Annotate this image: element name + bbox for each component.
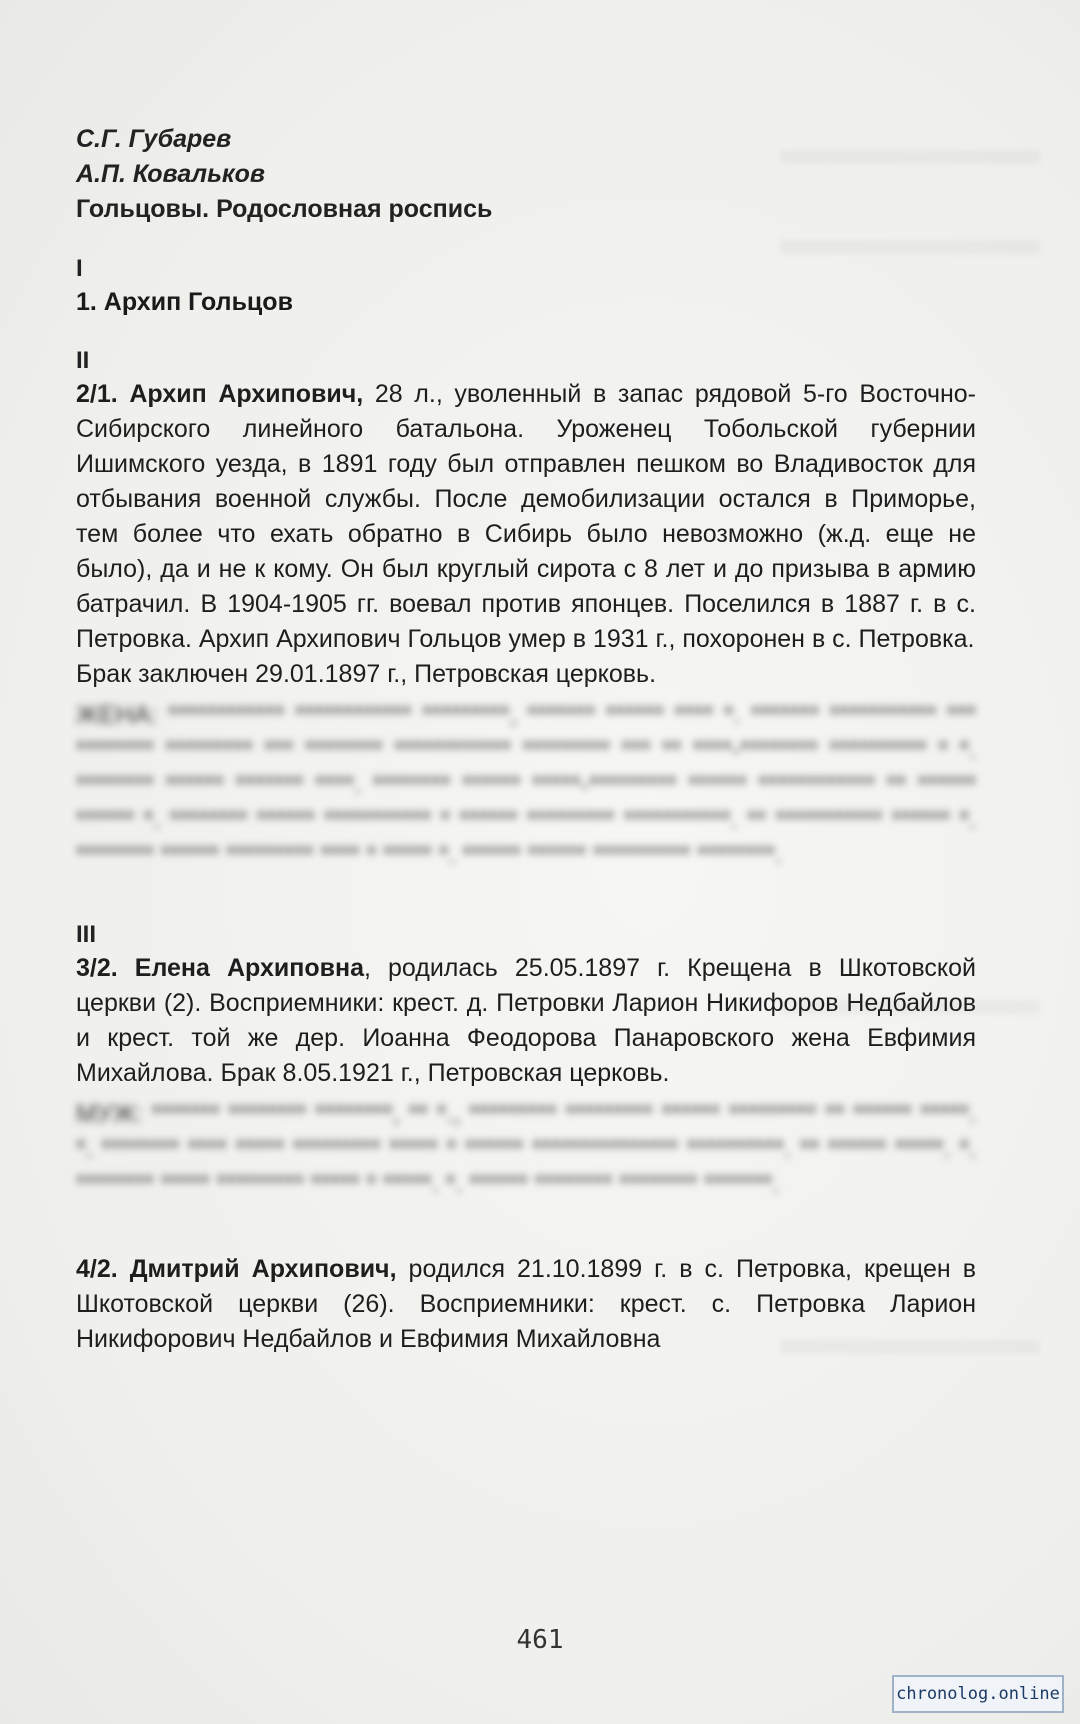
redacted-paragraph: ЖЕНА: ************ ************ *********, ******* ****** **** *. ******* *********** *** ******** ********* *** ******** ************ ********* *** ** ****-******** ********** * *. ******** ****** ******* ****. ******** ****** *****-********* ****** ************ ** ****** ****** *. ******** ****** *********** * ****** ********* ***********. ** *********** ****** *. ******** ****** ********* **** * ***** *. ****** ****** ********** ********. <box>76 701 976 869</box>
entry-text: 28 л., уволенный в запас рядовой 5-го Восточно-Сибирского линейного батальона. Уроженец Тобольской губернии Ишимского уезда, в 1891 году был отправлен пешком во Владивосток для отбывания военной службы. После демобилизации остался в Приморье, тем более что ехать обратно в Сибирь было невозможно (ж.д. еще не было), да и не к кому. Он был круглый сирота с 8 лет и до призыва в армию батрачил. В 1904-1905 гг. воевал против японцев. Поселился в 1887 г. в с. Петровка. Архип Архипович Гольцов умер в 1931 г., похоронен в с. Петровка. <box>76 380 976 653</box>
marriage-line: Брак заключен 29.01.1897 г., Петровская церковь. <box>76 660 657 688</box>
entry-lead: 4/2. Дмитрий Архипович, <box>76 1255 397 1283</box>
entry-lead: 3/2. Елена Архиповна <box>76 954 364 982</box>
entry-lead: 2/1. Архип Архипович, <box>76 380 364 408</box>
entry-heading: 1. Архип Гольцов <box>76 288 293 316</box>
author-name: А.П. Ковальков <box>76 160 265 188</box>
entry-text: родился 21.10.1899 г. в с. Петровка, крещен в Шкотовской церкви (26). Восприемники: крест. с. Петровка Ларион Никифорович Недбайлов и Евфимия Михайловна <box>76 1255 976 1353</box>
entry-paragraph <box>76 951 976 1091</box>
entry-text: , родилась 25.05.1897 г. Крещена в Шкотовской церкви (2). Восприемники: крест. д. Петровки Ларион Никифоров Недбайлов и крест. той же дер. Иоанна Феодорова Панаровского жена Евфимия Михайлова. Брак 8.05.1921 г., Петровская церковь. <box>76 954 976 1087</box>
generation-numeral: III <box>76 921 97 948</box>
page-number: 461 <box>516 1625 564 1655</box>
redacted-paragraph: МУЖ: ******* ******** ********, ** *., ********* ********* ****** ********* ** ****** *****. *. ******** **** ***** ********* ***** * ****** *************** **********. ** ****** *****. *. ******** ***** ********* ***** * *****. *. ****** ******** ******** *******. <box>76 1100 976 1198</box>
entry-paragraph <box>76 377 976 657</box>
generation-numeral: II <box>76 347 90 374</box>
watermark-badge: chronolog.online <box>892 1675 1064 1713</box>
entry-paragraph <box>76 1252 976 1357</box>
article-title: Гольцовы. Родословная роспись <box>76 195 493 223</box>
author-name: С.Г. Губарев <box>76 125 232 153</box>
main-text <box>76 122 976 1357</box>
generation-numeral: I <box>76 255 83 282</box>
